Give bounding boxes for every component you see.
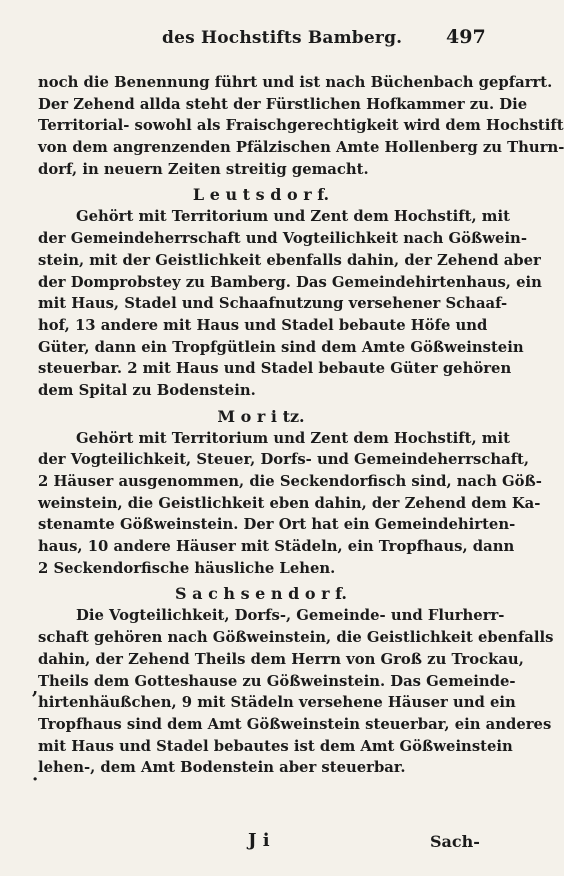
text-line: der Vogteilichkeit, Steuer, Dorfs- und Gemeindeherrschaft, (38, 451, 530, 469)
text-line: stein, mit der Geistlichkeit ebenfalls dahin, der Zehend aber (38, 251, 541, 269)
text-line: der Gemeindeherrschaft und Vogteilichkeit nach Gößwein- (38, 230, 527, 248)
text-line: haus, 10 andere Häuser mit Städeln, ein Tropfhaus, dann (38, 538, 515, 556)
page-header (0, 26, 514, 56)
text-line: Die Vogteilichkeit, Dorfs-, Gemeinde- und Flurherr- (76, 607, 505, 625)
signature-mark: J i (248, 830, 270, 851)
text-line: noch die Benennung führt und ist nach Büchenbach gepfarrt. (38, 74, 553, 91)
running-head: des Hochstifts Bamberg. (162, 28, 403, 48)
text-line: weinstein, die Geistlichkeit eben dahin, der Zehend dem Ka- (38, 494, 541, 512)
section-heading: S a c h s e n d o r f. (175, 584, 347, 604)
text-line: dorf, in neuern Zeiten streitig gemacht. (38, 160, 369, 178)
text-line: dem Spital zu Bodenstein. (38, 381, 256, 399)
section-intro (38, 72, 564, 180)
page-body (38, 72, 564, 779)
page-footer (0, 830, 514, 866)
text-line: steuerbar. 2 mit Haus und Stadel bebaute Güter gehören (38, 360, 512, 378)
page-number: 497 (446, 26, 486, 48)
section-heading: M o r i tz. (217, 406, 305, 426)
catchword: Sach- (430, 832, 480, 851)
text-line: Gehört mit Territorium und Zent dem Hochstift, mit (76, 429, 510, 447)
margin-mark: · (32, 769, 39, 790)
text-line: Gehört mit Territorium und Zent dem Hochstift, mit (76, 208, 510, 226)
text-line: stenamte Gößweinstein. Der Ort hat ein Gemeindehirten- (38, 516, 516, 534)
text-line: mit Haus, Stadel und Schaafnutzung versehener Schaaf- (38, 295, 508, 313)
text-line: 2 Seckendorfische häusliche Lehen. (38, 559, 336, 577)
text-line: Theils dem Gotteshause zu Gößweinstein. Das Gemeinde- (38, 672, 516, 690)
section-moritz (38, 405, 542, 580)
section-leutsdorf (38, 183, 542, 401)
text-line: schaft gehören nach Gößweinstein, die Geistlichkeit ebenfalls (38, 629, 554, 647)
text-line: hof, 13 andere mit Haus und Stadel bebaute Höfe und (38, 316, 488, 334)
text-line: 2 Häuser ausgenommen, die Seckendorfisch sind, nach Göß- (38, 473, 542, 490)
text-line: dahin, der Zehend Theils dem Herrn von Groß zu Trockau, (38, 650, 524, 668)
text-line: Tropfhaus sind dem Amt Gößweinstein steuerbar, ein anderes (38, 715, 552, 733)
text-line: mit Haus und Stadel bebautes ist dem Amt Gößweinstein (38, 737, 513, 755)
text-line: hirtenhäußchen, 9 mit Städeln versehene Häuser und ein (38, 694, 516, 712)
text-line: Der Zehend allda steht der Fürstlichen Hofkammer zu. Die (38, 95, 528, 113)
text-line: Güter, dann ein Tropfgütlein sind dem Amte Gößweinstein (38, 338, 524, 356)
text-line: Territorial- sowohl als Fraischgerechtigkeit wird dem Hochstift (38, 117, 564, 135)
margin-mark: , (32, 678, 39, 699)
text-line: von dem angrenzenden Pfälzischen Amte Hollenberg zu Thurn- (38, 139, 564, 157)
text-line: der Domprobstey zu Bamberg. Das Gemeindehirtenhaus, ein (38, 273, 542, 291)
section-sachsendorf (38, 582, 554, 779)
section-heading: L e u t s d o r f. (192, 185, 330, 205)
text-line: lehen-, dem Amt Bodenstein aber steuerbar. (38, 759, 406, 777)
